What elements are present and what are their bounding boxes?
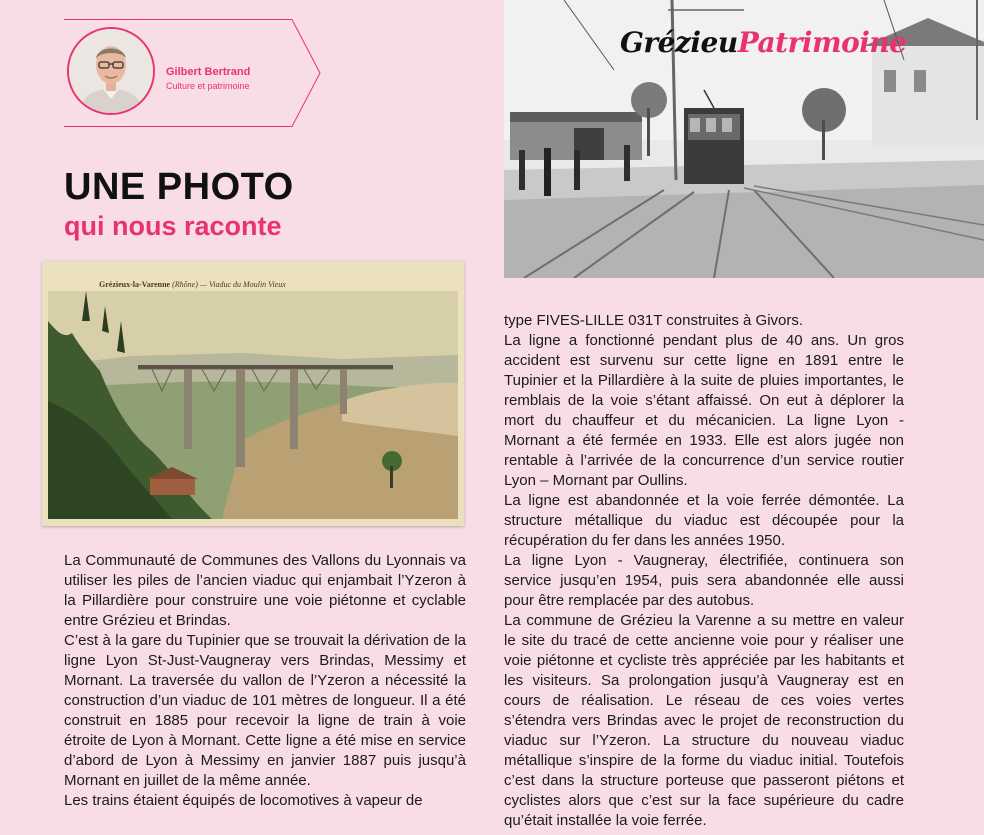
article-paragraph: Les trains étaient équipés de locomotives à vapeur de bbox=[64, 792, 423, 809]
page-title: UNE PHOTO bbox=[64, 166, 294, 208]
author-portrait-illustration bbox=[69, 29, 153, 113]
article-paragraph: type FIVES-LILLE 031T construites à Givors. bbox=[504, 312, 804, 329]
author-role: Culture et patrimoine bbox=[166, 81, 250, 91]
postcard-subject: — Viaduc du Moulin Vieux bbox=[199, 280, 286, 289]
article-column-right bbox=[504, 311, 904, 831]
brand-logo bbox=[620, 26, 907, 59]
article-paragraph: La ligne a fonctionné pendant plus de 40 ans. Un gros accident est survenu sur cette ligne en 1891 entre le Tupinier et la Pillardière à la suite de pluies importantes, le remblais de la voie s’étant affaissé. On eut à déplorer la mort du chauffeur et du mécanicien. La ligne Lyon - Mornant a été fermée en 1933. Elle est alors jugée non rentable à l’arrivée de la concurrence d’un service routier Lyon – Mornant par Oullins. bbox=[504, 332, 904, 489]
page-subtitle: qui nous raconte bbox=[64, 211, 282, 241]
article-paragraph: C’est à la gare du Tupinier que se trouvait la dérivation de la ligne Lyon St-Just-Vaugneray vers Brindas, Messimy et Mornant. La traversée du vallon de l’Yzeron a nécessité la construction d’un viaduc de 101 mètres de longueur. Il a été construit en 1885 pour recevoir la ligne de train à voie étroite de Lyon à Mornant. Cette ligne a été mise en service d’abord de Lyon à Messimy en janvier 1887 puis jusqu’à Mornant en juillet de la même année. bbox=[64, 632, 466, 789]
postcard-caption bbox=[99, 280, 286, 289]
avatar bbox=[67, 27, 155, 115]
author-box bbox=[64, 19, 324, 127]
author-name: Gilbert Bertrand bbox=[166, 66, 251, 78]
viaduct-postcard-photo bbox=[42, 261, 464, 526]
brand-logo-part1: Grézieu bbox=[620, 26, 738, 59]
article-paragraph: La commune de Grézieu la Varenne a su mettre en valeur le site du tracé de cette ancienne voie pour y réaliser une voie piétonne et cycliste très appréciée par les habitants et les visiteurs. Sa prolongation jusqu’à Vaugneray est en cours de réalisation. Le réseau de ces voies vertes s’étendra vers Brindas avec le projet de reconstruction du viaduc sur l’Yzeron. La structure du nouveau viaduc métallique s’inspire de la forme du viaduc initial. Toutefois c’est dans la structure porteuse que passeront piétons et cyclistes alors que c’est sur la face supérieure du cadre qu’était installée la voie ferrée. bbox=[504, 612, 904, 829]
article-paragraph: La Communauté de Communes des Vallons du Lyonnais va utiliser les piles de l’ancien viaduc qui enjambait l’Yzeron à la Pillardière pour construire une voie piétonne et cyclable entre Grézieu et Brindas. bbox=[64, 552, 466, 629]
postcard-place: Grézieux-la-Varenne bbox=[99, 280, 171, 289]
article-column-left bbox=[64, 551, 466, 811]
viaduct-landscape-illustration bbox=[42, 261, 464, 526]
postcard-region: (Rhône) bbox=[172, 280, 198, 289]
article-paragraph: La ligne Lyon - Vaugneray, électrifiée, continuera son service jusqu’en 1954, puis sera abandonnée elle aussi pour être remplacée par des autobus. bbox=[504, 552, 904, 609]
article-paragraph: La ligne est abandonnée et la voie ferrée démontée. La structure métallique du viaduc est découpée pour la récupération du fer dans les années 1950. bbox=[504, 492, 904, 549]
brand-logo-part2: Patrimoine bbox=[737, 26, 907, 59]
